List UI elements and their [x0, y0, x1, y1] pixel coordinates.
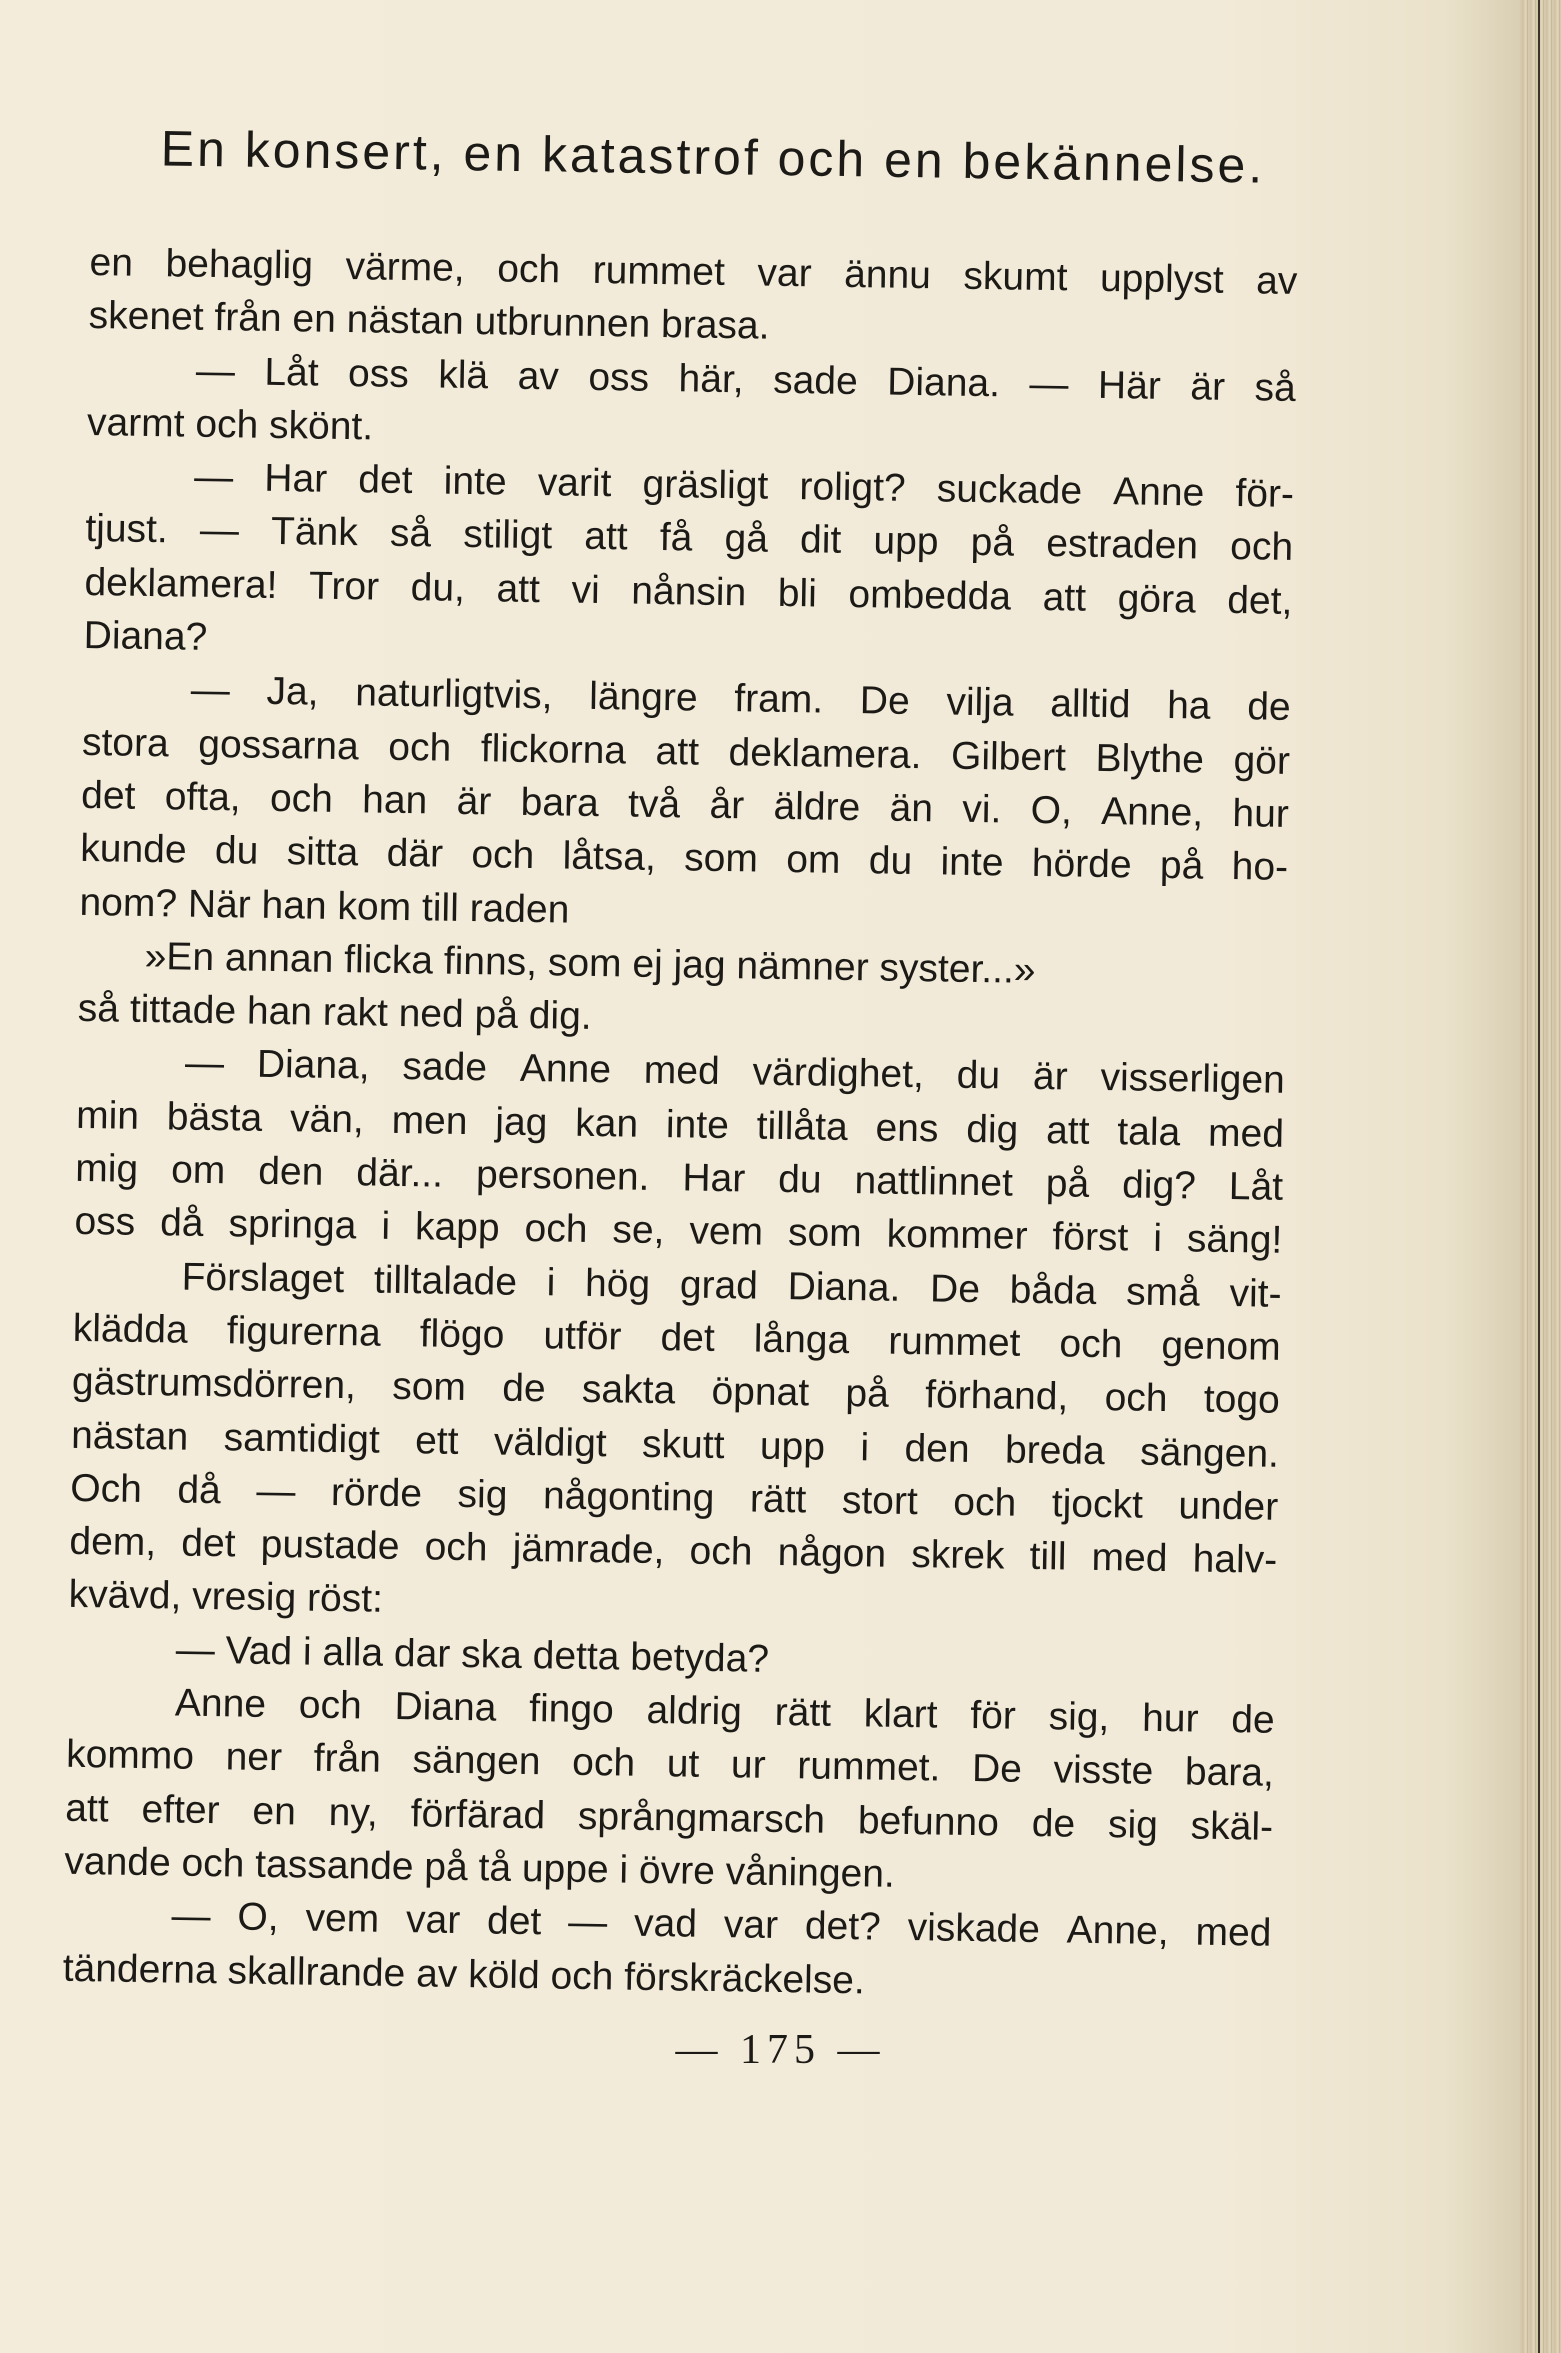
text-line: klädda figurerna flögo utför det långa rummet och genom [72, 1306, 1282, 1369]
text-line: så tittade han rakt ned på dig. [77, 987, 592, 1039]
text-line: Förslaget tilltalade i hög grad Diana. De båda små vit- [181, 1255, 1282, 1316]
text-line: det ofta, och han är bara två år äldre än vi. O, Anne, hur [80, 773, 1290, 836]
text-line: mig om den där... personen. Har du nattlinnet på dig? Låt [75, 1146, 1284, 1209]
text-line: — Låt oss klä av oss här, sade Diana. — Här är så [195, 349, 1297, 410]
text-line: nom? När han kom till raden [79, 880, 570, 932]
text-line: gästrumsdörren, som de sakta öpnat på förhand, och togo [71, 1360, 1281, 1423]
page-number: — 175 — [675, 2027, 886, 2073]
body-text [62, 236, 1297, 2014]
text-line: — O, vem var det — vad var det? viskade Anne, med [171, 1894, 1272, 1955]
text-line: tjust. — Tänk så stiligt att få gå dit upp på estraden och [85, 507, 1294, 570]
text-line: Diana? [83, 614, 208, 659]
text-line: »En annan flicka finns, som ej jag nämner syster...» [144, 934, 1036, 992]
text-line: kunde du sitta där och låtsa, som om du inte hörde på ho- [80, 827, 1289, 890]
running-head: En konsert, en katastrof och en bekännelse. [160, 120, 1266, 194]
text-line: skenet från en nästan utbrunnen brasa. [88, 294, 770, 348]
text-line: kommo ner från sängen och ut ur rummet. De visste bara, [65, 1733, 1275, 1796]
text-line: varmt och skönt. [86, 400, 374, 449]
text-line: vande och tassande på tå uppe i övre våningen. [64, 1839, 896, 1896]
text-line: Anne och Diana fingo aldrig rätt klart för sig, hur de [174, 1681, 1276, 1742]
text-line: tänderna skallrande av köld och förskräckelse. [62, 1946, 866, 2002]
text-line: kvävd, vresig röst: [68, 1573, 384, 1622]
text-line: dem, det pustade och jämrade, och någon skrek till med halv- [69, 1519, 1278, 1582]
text-line: oss då springa i kapp och se, vem som kommer först i säng! [74, 1200, 1283, 1263]
text-line: nästan samtidigt ett väldigt skutt upp i den breda sängen. [70, 1413, 1280, 1476]
page-edge [1520, 0, 1561, 2353]
text-line: — Diana, sade Anne med värdighet, du är visserligen [184, 1042, 1286, 1103]
text-line: — Vad i alla dar ska detta betyda? [175, 1628, 770, 1681]
text-line: — Har det inte varit gräsligt roligt? suckade Anne för- [193, 455, 1295, 517]
text-line: en behaglig värme, och rummet var ännu skumt upplyst av [89, 240, 1298, 303]
text-line: min bästa vän, men jag kan inte tillåta ens dig att tala med [75, 1093, 1285, 1156]
text-line: deklamera! Tror du, att vi nånsin bli ombedda att göra det, [84, 560, 1293, 623]
text-line: att efter en ny, förfärad språngmarsch befunno de sig skäl- [64, 1786, 1274, 1849]
text-line: Och då — rörde sig någonting rätt stort och tjockt under [69, 1466, 1279, 1529]
text-line: stora gossarna och flickorna att deklamera. Gilbert Blythe gör [81, 720, 1291, 783]
binding-line [1538, 0, 1540, 2353]
text-line: — Ja, naturligtvis, längre fram. De vilja alltid ha de [190, 669, 1291, 730]
